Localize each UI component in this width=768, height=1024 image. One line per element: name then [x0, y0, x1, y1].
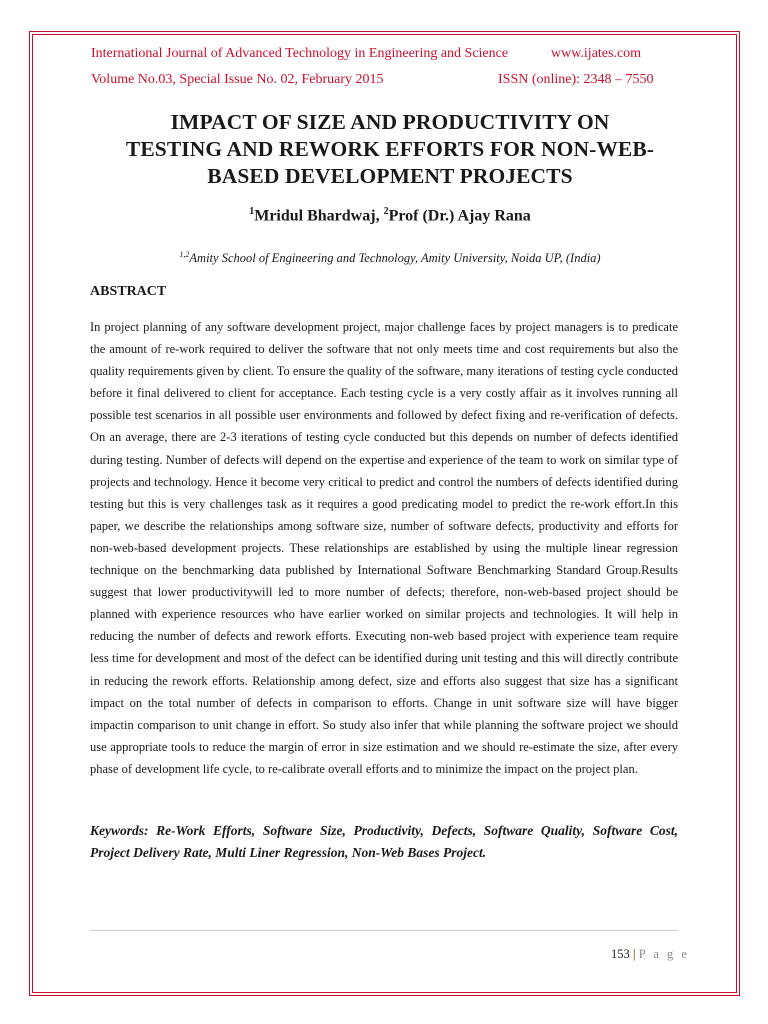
journal-website: www.ijates.com — [551, 46, 642, 61]
paper-title — [60, 109, 720, 190]
author-name: Prof (Dr.) Ajay Rana — [388, 207, 531, 225]
author-name: Mridul Bhardwaj, — [254, 207, 384, 225]
footer-divider — [90, 930, 678, 931]
author-list — [60, 206, 720, 225]
affiliation-text: Amity School of Engineering and Technology, Amity University, Noida UP, (India) — [189, 251, 601, 266]
title-line: TESTING AND REWORK EFFORTS FOR NON-WEB- — [125, 137, 655, 161]
title-line: IMPACT OF SIZE AND PRODUCTIVITY ON — [170, 110, 610, 134]
page-label: P a g e — [638, 947, 690, 961]
page-footer — [611, 947, 689, 962]
page-separator: | — [632, 947, 636, 961]
affiliation-marker: 1,2 — [179, 250, 190, 259]
title-line: BASED DEVELOPMENT PROJECTS — [207, 164, 573, 188]
abstract-heading: ABSTRACT — [90, 284, 167, 299]
page-number: 153 — [611, 947, 630, 961]
keywords: Keywords: Re-Work Efforts, Software Size, Productivity, Defects, Software Quality, Software Cost, Project Delivery Rate, Multi Liner Regression, Non-Web Bases Project. — [90, 823, 678, 860]
author-affil-marker: 2 — [383, 206, 389, 217]
author-affil-marker: 1 — [249, 206, 255, 217]
abstract-body: In project planning of any software development project, major challenge faces by project managers is to predicate the amount of re-work required to deliver the software that not only meets time and cost requirements but also the quality requirements given by client. To ensure the quality of the software, many iterations of testing cycle conducted before it final delivered to client for acceptance. Each testing cycle is a very costly affair as it involves running all possible test scenarios in all possible user environments and followed by defect fixing and re-verification of defects. On an average, there are 2-3 iterations of testing cycle conducted but this depends on number of defects identified during testing. Number of defects will depend on the expertise and experience of the team to work on similar type of projects and technology. Hence it become very critical to predict and control the numbers of defects identified during testing but this is very challenges task as it requires a good predicating model to predict the re-work effort.In this paper, we describe the relationships among software size, number of software defects, productivity and efforts for non-web-based development projects. These relationships are established by using the multiple linear regression technique on the benchmarking data published by International Software Benchmarking Standard Group.Results suggest that lower productivitywill led to more number of defects; therefore, non-web-based project should be planned with experience resources who have earlier worked on similar projects and technologies. It will help in reducing the number of defects and rework efforts. Executing non-web based project with experience team require less time for development and most of the defect can be identified during unit testing and this will directly contribute in reducing the rework efforts. Relationship among defect, size and efforts also suggest that size has a significant impact on the total number of defects in comparison to efforts. Change in unit software size will have bigger impactin comparison to unit change in effort. So study also infer that while planning the software project we should use appropriate tools to reduce the margin of error in size estimation and we should re-estimate the size, after every phase of development life cycle, to re-calibrate overall efforts and to minimize the impact on the project plan. — [90, 320, 678, 776]
journal-name: International Journal of Advanced Technology in Engineering and Science — [91, 46, 509, 61]
issn-info: ISSN (online): 2348 – 7550 — [498, 72, 654, 87]
affiliation — [60, 250, 720, 266]
volume-info: Volume No.03, Special Issue No. 02, February 2015 — [91, 72, 384, 87]
